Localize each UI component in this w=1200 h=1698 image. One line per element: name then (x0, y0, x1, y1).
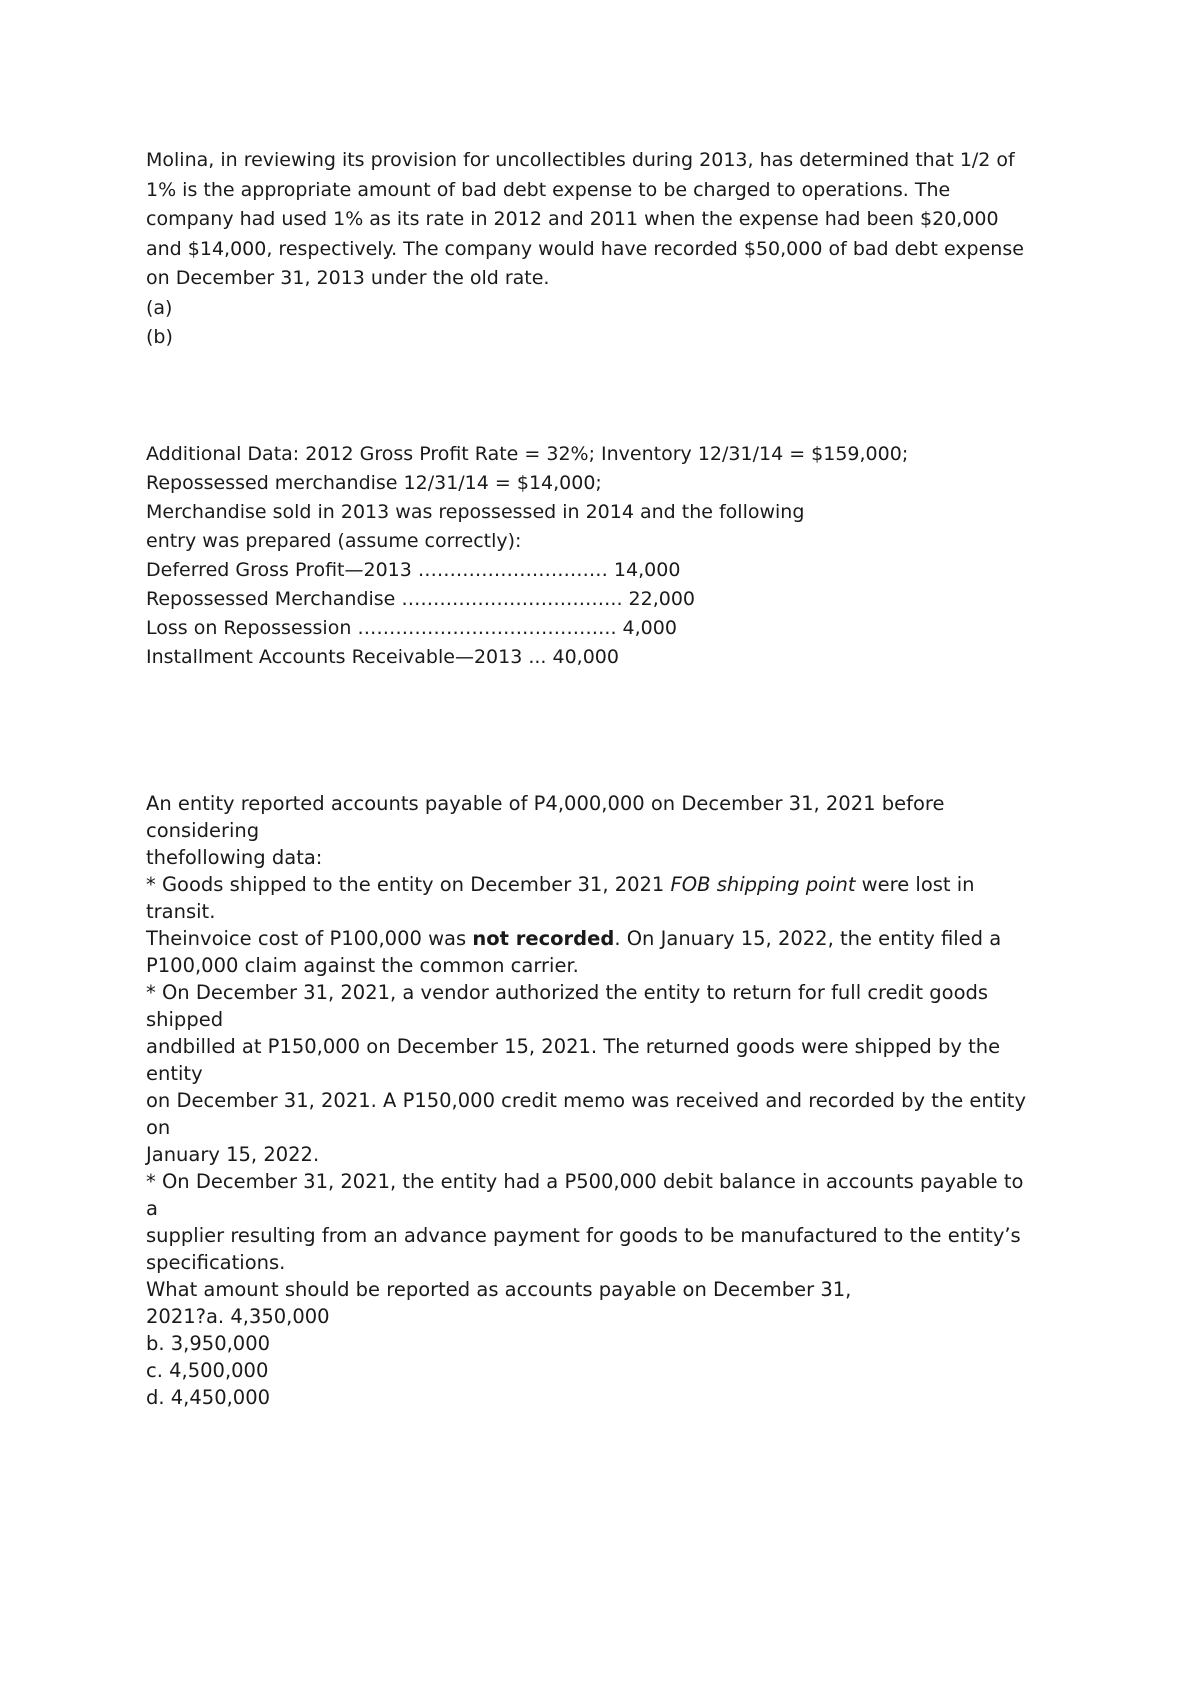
journal-entry-line: Repossessed Merchandise …………………………….. 22,000 (146, 588, 696, 610)
text-line: a (146, 1197, 158, 1220)
text-line: on (146, 1116, 171, 1139)
text-line: shipped (146, 1008, 224, 1031)
answer-option-c: c. 4,500,000 (146, 1359, 269, 1382)
text-line: Additional Data: 2012 Gross Profit Rate = 32%; Inventory 12/31/14 = $159,000; (146, 443, 909, 465)
text-line: 1% is the appropriate amount of bad debt expense to be charged to operations. The (146, 178, 951, 201)
text-line: company had used 1% as its rate in 2012 and 2011 when the expense had been $20,000 (146, 208, 999, 230)
text-line: on December 31, 2021. A P150,000 credit memo was received and recorded by the entity (146, 1089, 1026, 1112)
text-line: specifications. (146, 1251, 286, 1274)
question-line: What amount should be reported as accounts payable on December 31, (146, 1278, 852, 1301)
text-line: P100,000 claim against the common carrier. (146, 954, 579, 977)
answer-option-d: d. 4,450,000 (146, 1386, 271, 1409)
text-line: entity (146, 1062, 203, 1085)
text-segment: * Goods shipped to the entity on December 31, 2021 (146, 873, 671, 896)
italic-term: FOB shipping point (670, 873, 856, 896)
problem-accounts-payable (146, 790, 1066, 1411)
problem-bad-debt (146, 146, 1066, 353)
text-segment: Theinvoice cost of P100,000 was (146, 927, 473, 950)
text-line: transit. (146, 900, 216, 923)
text-line: An entity reported accounts payable of P4,000,000 on December 31, 2021 before (146, 792, 945, 815)
text-line: January 15, 2022. (146, 1143, 320, 1166)
bullet-line (146, 871, 1066, 898)
answer-option-b: b. 3,950,000 (146, 1332, 271, 1355)
journal-entry-line: Installment Accounts Receivable—2013 ... 40,000 (146, 646, 619, 668)
item-label-b: (b) (146, 326, 173, 348)
text-line: Molina, in reviewing its provision for uncollectibles during 2013, has determined that 1/2 of (146, 149, 1015, 171)
text-line: Repossessed merchandise 12/31/14 = $14,000; (146, 472, 602, 494)
text-line (146, 925, 1066, 952)
text-line: supplier resulting from an advance payment for goods to be manufactured to the entity’s (146, 1224, 1021, 1247)
text-line: andbilled at P150,000 on December 15, 2021. The returned goods were shipped by the (146, 1035, 1001, 1058)
answer-option-a: 2021?a. 4,350,000 (146, 1305, 330, 1328)
text-line: considering (146, 819, 260, 842)
text-line: thefollowing data: (146, 846, 323, 869)
bold-term: not recorded (472, 927, 615, 950)
text-line: and $14,000, respectively. The company would have recorded $50,000 of bad debt expense (146, 237, 1024, 260)
text-line: Merchandise sold in 2013 was repossessed in 2014 and the following (146, 501, 805, 523)
text-line: on December 31, 2013 under the old rate. (146, 267, 550, 289)
journal-entry-line: Loss on Repossession ………………………………….. 4,000 (146, 617, 677, 639)
item-label-a: (a) (146, 296, 173, 319)
text-line: entry was prepared (assume correctly): (146, 530, 522, 552)
bullet-line: * On December 31, 2021, the entity had a P500,000 debit balance in accounts payable to (146, 1170, 1024, 1193)
text-segment: . On January 15, 2022, the entity filed a (614, 927, 1002, 950)
problem-repossession (146, 440, 1066, 672)
journal-entry-line: Deferred Gross Profit—2013 ………………………… 14,000 (146, 559, 681, 581)
text-segment: were lost in (855, 873, 975, 896)
bullet-line: * On December 31, 2021, a vendor authorized the entity to return for full credit goods (146, 981, 989, 1004)
